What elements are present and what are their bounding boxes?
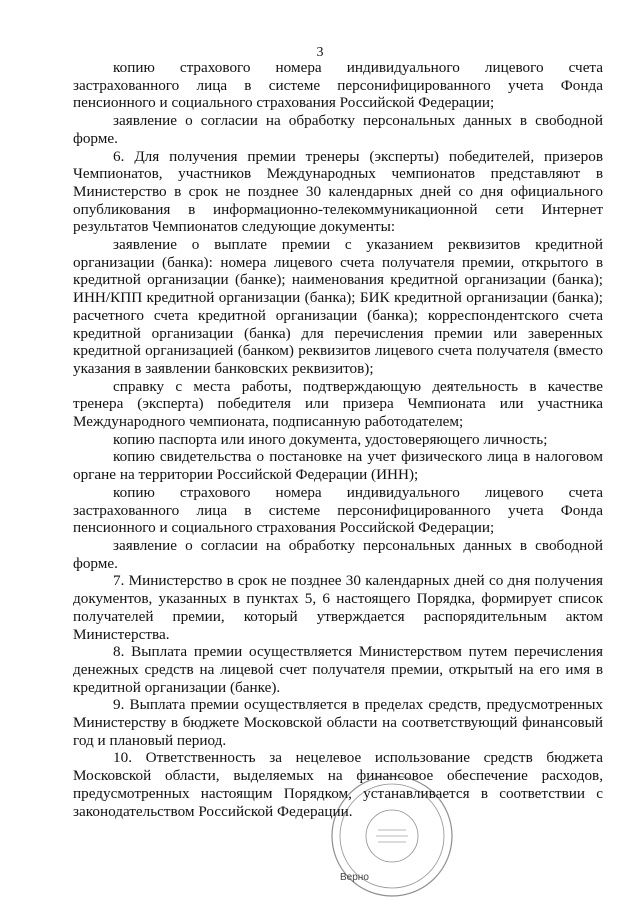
paragraph: заявление о выплате премии с указанием реквизитов кредитной организации (банка): номера лицевого счета получателя премии, открытого в кредитной организации (банке); наименования кредитной организации (банка); ИНН/КПП кредитной организации (банка); БИК кредитной организации (банка); расчетного счета кредитной организации (банка); корреспондентского счета кредитной организации (банка) для перечисления премии или заверенных кредитной организацией (банком) реквизитов лицевого счета получателя (вместо указания в заявлении банковских реквизитов); xyxy=(73,236,603,377)
paragraph: копию паспорта или иного документа, удостоверяющего личность; xyxy=(113,430,548,448)
paragraph: 10. Ответственность за нецелевое использование средств бюджета Московской области, выделяемых на финансовое обеспечение расходов, предусмотренных настоящим Порядком, устанавливается в соответствии с законодательством Российской Федерации. xyxy=(73,749,603,820)
paragraph: 8. Выплата премии осуществляется Министерством путем перечисления денежных средств на лицевой счет получателя премии, открытый на его имя в кредитной организации (банке). xyxy=(73,643,603,696)
paragraph: 9. Выплата премии осуществляется в пределах средств, предусмотренных Министерству в бюджете Московской области на соответствующий финансовый год и плановый период. xyxy=(73,696,603,749)
paragraph: заявление о согласии на обработку персональных данных в свободной форме. xyxy=(73,112,603,147)
paragraph: копию страхового номера индивидуального лицевого счета застрахованного лица в системе персонифицированного учета Фонда пенсионного и социального страхования Российской Федерации; xyxy=(73,59,603,112)
paragraph: копию страхового номера индивидуального лицевого счета застрахованного лица в системе персонифицированного учета Фонда пенсионного и социального страхования Российской Федерации; xyxy=(73,483,603,537)
paragraph: справку с места работы, подтверждающую деятельность в качестве тренера (эксперта) победителя или призера Чемпионата или участника Международного чемпионата, подписанную работодателем; xyxy=(73,377,603,431)
stamp-caption: Верно xyxy=(340,872,369,883)
paragraph: копию свидетельства о постановке на учет физического лица в налоговом органе на территории Российской Федерации (ИНН); xyxy=(73,448,603,484)
paragraph: 6. Для получения премии тренеры (эксперты) победителей, призеров Чемпионатов, участников Международных чемпионатов представляют в Министерство в срок не позднее 30 календарных дней со дня официального опубликования в информационно-телекоммуникационной сети Интернет результатов Чемпионатов следующие документы: xyxy=(73,147,603,236)
document-body xyxy=(73,59,603,820)
paragraph: 7. Министерство в срок не позднее 30 календарных дней со дня получения документов, указанных в пунктах 5, 6 настоящего Порядка, формирует список получателей премии, который утверждается распорядительным актом Министерства. xyxy=(73,572,603,643)
page-number: 3 xyxy=(316,45,324,60)
paragraph: заявление о согласии на обработку персональных данных в свободной форме. xyxy=(73,536,603,572)
